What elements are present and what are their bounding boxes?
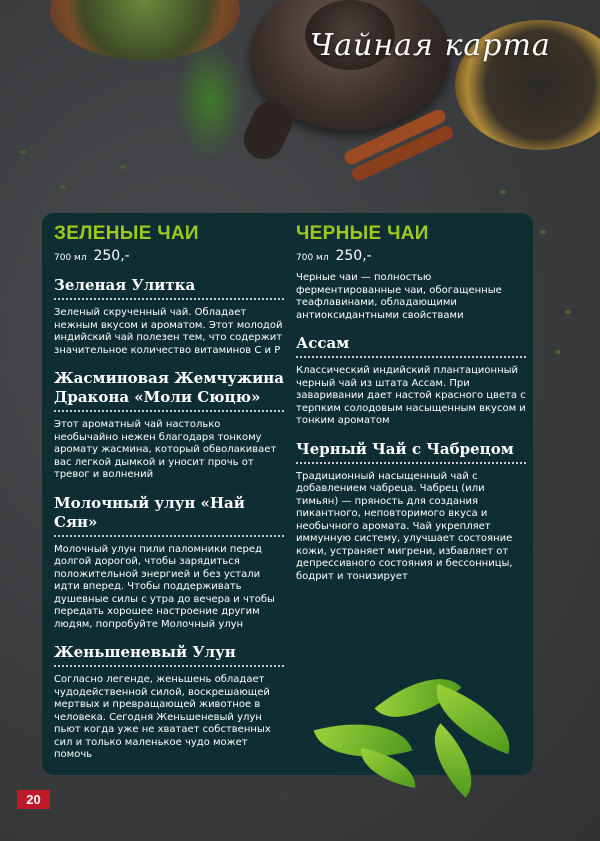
menu-item bbox=[296, 334, 526, 428]
menu-item bbox=[54, 369, 284, 482]
green-teas-column bbox=[54, 213, 284, 762]
black-teas-price: 250,- bbox=[335, 248, 372, 264]
black-teas-price-row bbox=[296, 248, 526, 264]
menu-item-title: Черный Чай с Чабрецом bbox=[296, 440, 526, 464]
menu-item-description: Согласно легенде, женьшень обладает чудодейственной силой, воскрешающей мертвых и превращающей животное в человека. Сегодня Женьшеневый улун пьют когда уже не хватает собственных сил и только маленькое чудо может помочь bbox=[54, 674, 271, 760]
menu-item-title: Ассам bbox=[296, 334, 526, 358]
page-number: 20 bbox=[17, 790, 50, 809]
menu-item-title: Жасминовая Жемчужина Дракона «Моли Сюцю» bbox=[54, 369, 284, 412]
tea-leaf-speck bbox=[555, 350, 561, 354]
black-teas-column bbox=[296, 213, 526, 583]
menu-item bbox=[54, 494, 284, 632]
menu-item-description: Традиционный насыщенный чай с добавлением чабреца. Чабрец (или тимьян) — пряность для создания пикантного, неповторимого вкуса и необычного аромата. Чай укрепляет иммунную систему, улучшает состояние кожи, устраняет мигрени, избавляет от депрессивного состояния и бессонницы, бодрит и тонизирует bbox=[296, 470, 513, 582]
menu-item-title: Молочный улун «Най Сян» bbox=[54, 494, 284, 537]
black-teas-heading: ЧЕРНЫЕ ЧАИ bbox=[296, 223, 429, 244]
green-teas-heading: ЗЕЛЕНЫЕ ЧАИ bbox=[54, 223, 199, 244]
menu-item-description: Классический индийский плантационный черный чай из штата Ассам. При заваривании дает настой красного цвета с терпким солодовым насыщенным вкусом и тонким ароматом bbox=[296, 365, 526, 426]
tea-leaf-speck bbox=[500, 190, 506, 194]
tea-leaf-speck bbox=[120, 165, 126, 169]
black-teas-intro: Черные чаи — полностью ферментированные чаи, обогащенные теафлавинами, обладающими антиоксидантными свойствами bbox=[296, 272, 502, 321]
tea-leaf-speck bbox=[60, 185, 66, 189]
tea-leaf-speck bbox=[565, 310, 571, 314]
menu-item-description: Зеленый скрученный чай. Обладает нежным вкусом и ароматом. Этот молодой индийский чай полезен тем, что содержит значительное количество витаминов С и Р bbox=[54, 307, 283, 356]
menu-item bbox=[296, 440, 526, 584]
green-teas-volume: 700 мл bbox=[54, 253, 87, 263]
menu-item-title: Женьшеневый Улун bbox=[54, 643, 284, 667]
tea-leaf-speck bbox=[540, 230, 546, 234]
menu-item-description: Этот ароматный чай настолько необычайно нежен благодаря тонкому аромату жасмина, который обволакивает вас легкой дымкой и уносит прочь от тревог и волнений bbox=[54, 419, 277, 480]
menu-item-title: Зеленая Улитка bbox=[54, 276, 284, 300]
tea-leaf-speck bbox=[20, 150, 26, 154]
tea-leaves-illustration bbox=[318, 658, 528, 788]
menu-item bbox=[54, 643, 284, 762]
menu-item bbox=[54, 276, 284, 357]
green-teas-price: 250,- bbox=[93, 248, 130, 264]
herbs-decoration bbox=[175, 40, 245, 160]
menu-item-description: Молочный улун пили паломники перед долгой дорогой, чтобы зарядиться положительной энергией и без устали идти вперед. Чтобы поддерживать душевные силы с утра до вечера и чтобы передать хорошее настроение другим людям, попробуйте Молочный улун bbox=[54, 543, 275, 630]
page-title: Чайная карта bbox=[310, 28, 551, 63]
black-teas-volume: 700 мл bbox=[296, 253, 329, 263]
green-teas-price-row bbox=[54, 248, 284, 264]
